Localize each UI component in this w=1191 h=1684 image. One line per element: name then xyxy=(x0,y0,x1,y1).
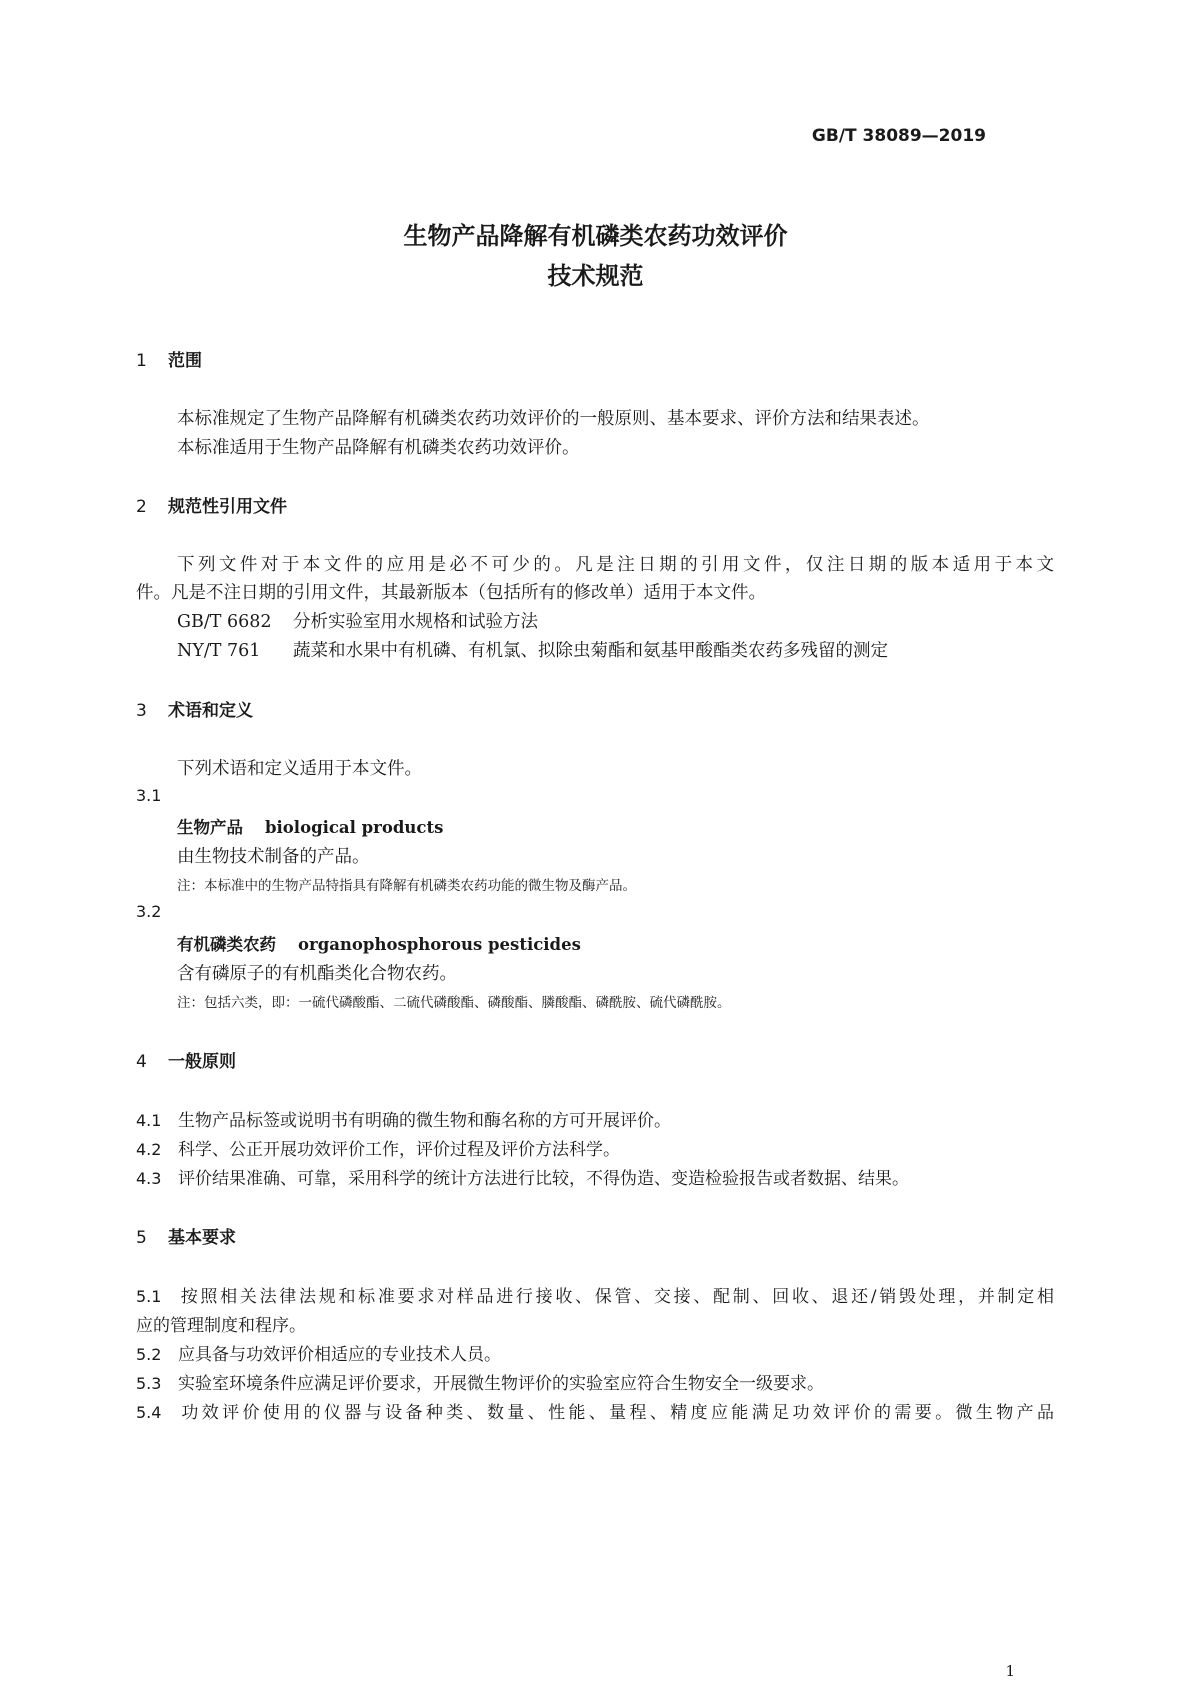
clause-5-1-line2: 应的管理制度和程序。 xyxy=(136,1316,306,1336)
scope-paragraph-2: 本标准适用于生物产品降解有机磷类农药功效评价。 xyxy=(177,438,580,458)
term-heading xyxy=(177,931,581,955)
clause-number: 4.1 xyxy=(136,1111,162,1130)
term-note: 注：本标准中的生物产品特指具有降解有机磷类农药功能的微生物及酶产品。 xyxy=(177,878,636,894)
clause-number: 4.3 xyxy=(136,1169,162,1188)
clause-text: 功效评价使用的仪器与设备种类、数量、性能、量程、精度应能满足功效评价的需要。微生物产品 xyxy=(178,1403,1054,1423)
clause-text: 评价结果准确、可靠，采用科学的统计方法进行比较，不得伪造、变造检验报告或者数据、结果。 xyxy=(178,1169,909,1189)
section-number: 1 xyxy=(136,351,147,371)
term-en: organophosphorous pesticides xyxy=(298,935,581,954)
normative-refs-intro-line1: 下列文件对于本文件的应用是必不可少的。凡是注日期的引用文件，仅注日期的版本适用于本文 xyxy=(177,555,1054,575)
clause-text: 科学、公正开展功效评价工作，评价过程及评价方法科学。 xyxy=(178,1140,620,1160)
clause xyxy=(136,1135,620,1160)
section-4-heading xyxy=(136,1047,236,1072)
clause-number: 5.4 xyxy=(136,1403,162,1422)
section-title: 规范性引用文件 xyxy=(168,497,287,517)
term-en: biological products xyxy=(265,818,444,837)
section-title: 范围 xyxy=(168,351,202,371)
reference-item xyxy=(177,637,888,662)
term-heading xyxy=(177,814,443,838)
scope-paragraph-1: 本标准规定了生物产品降解有机磷类农药功效评价的一般原则、基本要求、评价方法和结果表述。 xyxy=(177,409,930,429)
term-cn: 有机磷类农药 xyxy=(177,935,276,954)
term-number: 3.2 xyxy=(136,902,162,921)
reference-code: GB/T 6682 xyxy=(177,612,272,632)
section-number: 5 xyxy=(136,1228,147,1248)
section-title: 基本要求 xyxy=(168,1228,236,1248)
term-definition: 含有磷原子的有机酯类化合物农药。 xyxy=(177,964,457,984)
terms-intro: 下列术语和定义适用于本文件。 xyxy=(177,759,422,779)
section-number: 2 xyxy=(136,497,147,517)
clause-number: 5.1 xyxy=(136,1287,162,1306)
reference-code: NY/T 761 xyxy=(177,641,261,661)
term-cn: 生物产品 xyxy=(177,818,243,837)
clause-number: 5.3 xyxy=(136,1374,162,1393)
section-title: 术语和定义 xyxy=(168,701,253,721)
reference-title: 蔬菜和水果中有机磷、有机氯、拟除虫菊酯和氨基甲酸酯类农药多残留的测定 xyxy=(293,641,888,661)
page-number: 1 xyxy=(1005,1662,1015,1680)
section-number: 3 xyxy=(136,701,147,721)
standard-code: GB/T 38089—2019 xyxy=(811,126,986,146)
section-number: 4 xyxy=(136,1052,147,1072)
clause xyxy=(136,1106,671,1131)
section-2-heading xyxy=(136,492,287,517)
normative-refs-intro-line2: 件。凡是不注日期的引用文件，其最新版本（包括所有的修改单）适用于本文件。 xyxy=(136,583,766,603)
clause xyxy=(136,1369,824,1394)
term-note: 注：包括六类，即：一硫代磷酸酯、二硫代磷酸酯、磷酸酯、膦酸酯、磷酰胺、硫代磷酰胺。 xyxy=(177,995,731,1011)
clause-number: 4.2 xyxy=(136,1140,162,1159)
clause-text: 生物产品标签或说明书有明确的微生物和酶名称的方可开展评价。 xyxy=(178,1111,671,1131)
reference-item xyxy=(177,608,538,633)
clause xyxy=(136,1340,501,1365)
reference-title: 分析实验室用水规格和试验方法 xyxy=(293,612,538,632)
term-number: 3.1 xyxy=(136,786,162,805)
term-definition: 由生物技术制备的产品。 xyxy=(177,847,370,867)
clause-text: 按照相关法律法规和标准要求对样品进行接收、保管、交接、配制、回收、退还/销毁处理，并制定相 xyxy=(178,1287,1054,1307)
section-1-heading xyxy=(136,346,202,371)
section-3-heading xyxy=(136,696,253,721)
clause-5-1-line1 xyxy=(136,1282,1054,1307)
document-title-line1: 生物产品降解有机磷类农药功效评价 xyxy=(403,222,788,250)
clause-5-4-line1 xyxy=(136,1398,1054,1423)
clause xyxy=(136,1164,909,1189)
document-title-line2: 技术规范 xyxy=(547,262,644,290)
section-title: 一般原则 xyxy=(168,1052,236,1072)
clause-text: 实验室环境条件应满足评价要求，开展微生物评价的实验室应符合生物安全一级要求。 xyxy=(178,1374,824,1394)
clause-text: 应具备与功效评价相适应的专业技术人员。 xyxy=(178,1345,501,1365)
clause-number: 5.2 xyxy=(136,1345,162,1364)
section-5-heading xyxy=(136,1223,236,1248)
